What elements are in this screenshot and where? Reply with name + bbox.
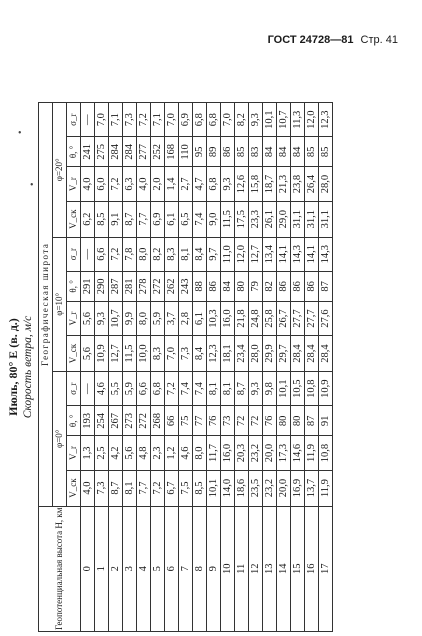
value-cell: 8,5 bbox=[95, 201, 109, 237]
height-cell: 11 bbox=[235, 506, 249, 631]
value-cell: 72 bbox=[249, 406, 263, 436]
value-cell: 10,0 bbox=[137, 336, 151, 372]
value-cell: — bbox=[81, 372, 95, 406]
value-cell: 7,2 bbox=[137, 103, 151, 137]
height-cell: 7 bbox=[179, 506, 193, 631]
table-row bbox=[319, 103, 333, 632]
value-cell: 16,0 bbox=[221, 301, 235, 335]
value-cell: 6,2 bbox=[81, 201, 95, 237]
table-row bbox=[221, 103, 235, 632]
value-cell: 7,7 bbox=[137, 470, 151, 506]
value-cell: 6,6 bbox=[95, 237, 109, 271]
height-header: Геопотенциальная высота H, км bbox=[39, 506, 81, 631]
value-cell: 278 bbox=[137, 271, 151, 301]
value-cell: 11,9 bbox=[305, 436, 319, 470]
value-cell: 9,3 bbox=[221, 167, 235, 201]
value-cell: 23,8 bbox=[291, 167, 305, 201]
value-cell: 18,1 bbox=[221, 336, 235, 372]
value-cell: 14,0 bbox=[221, 470, 235, 506]
value-cell: 17,3 bbox=[277, 436, 291, 470]
height-cell: 2 bbox=[109, 506, 123, 631]
height-cell: 5 bbox=[151, 506, 165, 631]
value-cell: 75 bbox=[179, 406, 193, 436]
table-row bbox=[235, 103, 249, 632]
value-cell: 23,2 bbox=[263, 470, 277, 506]
value-cell: 80 bbox=[291, 406, 305, 436]
value-cell: 4,0 bbox=[81, 470, 95, 506]
value-cell: 17,5 bbox=[235, 201, 249, 237]
value-cell: 9,9 bbox=[123, 301, 137, 335]
value-cell: 7,0 bbox=[95, 103, 109, 137]
value-cell: 7,0 bbox=[165, 336, 179, 372]
value-cell: 26,1 bbox=[263, 201, 277, 237]
value-cell: 13,4 bbox=[263, 237, 277, 271]
value-cell: 6,9 bbox=[179, 103, 193, 137]
height-cell: 17 bbox=[319, 506, 333, 631]
value-cell: 12,7 bbox=[249, 237, 263, 271]
value-cell: 5,6 bbox=[123, 436, 137, 470]
height-cell: 0 bbox=[81, 506, 95, 631]
value-cell: 7,8 bbox=[123, 237, 137, 271]
value-cell: 168 bbox=[165, 137, 179, 167]
table-body bbox=[81, 103, 333, 632]
value-cell: 8,2 bbox=[235, 103, 249, 137]
value-cell: 5,9 bbox=[151, 301, 165, 335]
value-cell: 241 bbox=[81, 137, 95, 167]
table-row bbox=[179, 103, 193, 632]
column-label: θ, ° bbox=[67, 406, 81, 436]
value-cell: 23,2 bbox=[249, 436, 263, 470]
value-cell: 2,0 bbox=[151, 167, 165, 201]
value-cell: 73 bbox=[221, 406, 235, 436]
column-label: θ, ° bbox=[67, 271, 81, 301]
value-cell: 10,5 bbox=[291, 372, 305, 406]
value-cell: 12,0 bbox=[305, 103, 319, 137]
value-cell: 5,6 bbox=[81, 336, 95, 372]
value-cell: 110 bbox=[179, 137, 193, 167]
value-cell: 7,3 bbox=[123, 103, 137, 137]
value-cell: 23,5 bbox=[249, 470, 263, 506]
value-cell: 11,9 bbox=[319, 470, 333, 506]
value-cell: 273 bbox=[123, 406, 137, 436]
value-cell: 27,7 bbox=[305, 301, 319, 335]
value-cell: 290 bbox=[95, 271, 109, 301]
value-cell: 87 bbox=[319, 271, 333, 301]
value-cell: 14,1 bbox=[277, 237, 291, 271]
value-cell: 9,8 bbox=[263, 372, 277, 406]
value-cell: 91 bbox=[319, 406, 333, 436]
value-cell: 86 bbox=[305, 271, 319, 301]
value-cell: 272 bbox=[151, 271, 165, 301]
value-cell: 10,9 bbox=[319, 372, 333, 406]
value-cell: 79 bbox=[249, 271, 263, 301]
value-cell: 10,7 bbox=[277, 103, 291, 137]
value-cell: 284 bbox=[123, 137, 137, 167]
value-cell: 8,1 bbox=[207, 372, 221, 406]
page-header bbox=[268, 34, 398, 46]
value-cell: 4,0 bbox=[81, 167, 95, 201]
column-label: σ_r bbox=[67, 103, 81, 137]
table-row bbox=[151, 103, 165, 632]
value-cell: 95 bbox=[193, 137, 207, 167]
value-cell: 8,7 bbox=[235, 372, 249, 406]
margin-dot: • bbox=[18, 128, 22, 139]
value-cell: 18,6 bbox=[235, 470, 249, 506]
height-cell: 10 bbox=[221, 506, 235, 631]
value-cell: 254 bbox=[95, 406, 109, 436]
value-cell: 291 bbox=[81, 271, 95, 301]
value-cell: 26,7 bbox=[277, 301, 291, 335]
value-cell: 21,3 bbox=[277, 167, 291, 201]
value-cell: 15,8 bbox=[249, 167, 263, 201]
value-cell: 21,8 bbox=[235, 301, 249, 335]
value-cell: 8,0 bbox=[137, 237, 151, 271]
table-row bbox=[193, 103, 207, 632]
value-cell: 6,1 bbox=[193, 301, 207, 335]
value-cell: 6,6 bbox=[137, 372, 151, 406]
page-number: Стр. 41 bbox=[360, 34, 398, 46]
value-cell: 4,6 bbox=[179, 436, 193, 470]
value-cell: 29,0 bbox=[277, 201, 291, 237]
value-cell: 26,4 bbox=[305, 167, 319, 201]
column-label: V_ск bbox=[67, 201, 81, 237]
value-cell: 28,4 bbox=[319, 336, 333, 372]
value-cell: 86 bbox=[291, 271, 305, 301]
value-cell: 8,3 bbox=[165, 237, 179, 271]
value-cell: 6,8 bbox=[151, 372, 165, 406]
value-cell: 84 bbox=[277, 137, 291, 167]
table-row bbox=[291, 103, 305, 632]
table-row bbox=[95, 103, 109, 632]
value-cell: 85 bbox=[235, 137, 249, 167]
value-cell: 7,2 bbox=[109, 237, 123, 271]
value-cell: 8,1 bbox=[123, 470, 137, 506]
value-cell: 28,4 bbox=[305, 336, 319, 372]
latitude-0-header: φ=0° bbox=[53, 372, 67, 506]
value-cell: 9,3 bbox=[95, 301, 109, 335]
value-cell: 10,7 bbox=[109, 301, 123, 335]
column-label: σ_r bbox=[67, 237, 81, 271]
value-cell: 14,3 bbox=[319, 237, 333, 271]
wind-speed-table bbox=[38, 102, 333, 632]
value-cell: 10,3 bbox=[207, 301, 221, 335]
value-cell: 2,7 bbox=[179, 167, 193, 201]
value-cell: 3,7 bbox=[165, 301, 179, 335]
value-cell: 14,3 bbox=[291, 237, 305, 271]
table-row bbox=[81, 103, 95, 632]
value-cell: 8,5 bbox=[193, 470, 207, 506]
table-row bbox=[249, 103, 263, 632]
height-cell: 12 bbox=[249, 506, 263, 631]
table-row bbox=[165, 103, 179, 632]
value-cell: 88 bbox=[193, 271, 207, 301]
value-cell: 11,0 bbox=[221, 237, 235, 271]
value-cell: 7,1 bbox=[109, 103, 123, 137]
height-cell: 4 bbox=[137, 506, 151, 631]
column-label: V_r bbox=[67, 301, 81, 335]
value-cell: 6,9 bbox=[151, 201, 165, 237]
column-label: V_r bbox=[67, 167, 81, 201]
height-cell: 9 bbox=[207, 506, 221, 631]
value-cell: 10,1 bbox=[277, 372, 291, 406]
value-cell: 12,6 bbox=[235, 167, 249, 201]
value-cell: 7,3 bbox=[179, 336, 193, 372]
value-cell: 1,3 bbox=[81, 436, 95, 470]
value-cell: 7,2 bbox=[109, 167, 123, 201]
value-cell: 2,5 bbox=[95, 436, 109, 470]
value-cell: 31,1 bbox=[305, 201, 319, 237]
value-cell: 31,1 bbox=[291, 201, 305, 237]
value-cell: 12,7 bbox=[109, 336, 123, 372]
value-cell: 4,7 bbox=[193, 167, 207, 201]
value-cell: 267 bbox=[109, 406, 123, 436]
table-row bbox=[263, 103, 277, 632]
value-cell: 84 bbox=[221, 271, 235, 301]
height-cell: 6 bbox=[165, 506, 179, 631]
value-cell: 10,8 bbox=[305, 372, 319, 406]
value-cell: 9,0 bbox=[207, 201, 221, 237]
value-cell: 10,9 bbox=[95, 336, 109, 372]
value-cell: 28,0 bbox=[319, 167, 333, 201]
value-cell: 7,4 bbox=[179, 372, 193, 406]
value-cell: 7,2 bbox=[151, 470, 165, 506]
value-cell: 9,7 bbox=[207, 237, 221, 271]
value-cell: 5,5 bbox=[109, 372, 123, 406]
table-row bbox=[123, 103, 137, 632]
value-cell: 8,1 bbox=[221, 372, 235, 406]
value-cell: 8,4 bbox=[193, 237, 207, 271]
height-cell: 8 bbox=[193, 506, 207, 631]
value-cell: 23,3 bbox=[249, 201, 263, 237]
value-cell: 12,3 bbox=[207, 336, 221, 372]
value-cell: 7,0 bbox=[221, 103, 235, 137]
value-cell: 8,3 bbox=[151, 336, 165, 372]
value-cell: 25,8 bbox=[263, 301, 277, 335]
value-cell: 8,2 bbox=[151, 237, 165, 271]
value-cell: 1,2 bbox=[165, 436, 179, 470]
value-cell: 20,0 bbox=[277, 470, 291, 506]
value-cell: 7,1 bbox=[151, 103, 165, 137]
value-cell: 8,7 bbox=[123, 201, 137, 237]
value-cell: 4,0 bbox=[137, 167, 151, 201]
latitude-10-header: φ=10° bbox=[53, 237, 67, 371]
value-cell: 12,0 bbox=[235, 237, 249, 271]
value-cell: 12,3 bbox=[319, 103, 333, 137]
column-label: V_ск bbox=[67, 336, 81, 372]
value-cell: 4,2 bbox=[109, 436, 123, 470]
value-cell: 86 bbox=[221, 137, 235, 167]
value-cell: 28,4 bbox=[291, 336, 305, 372]
height-cell: 15 bbox=[291, 506, 305, 631]
value-cell: 66 bbox=[165, 406, 179, 436]
value-cell: 89 bbox=[207, 137, 221, 167]
value-cell: 10,1 bbox=[263, 103, 277, 137]
value-cell: 29,9 bbox=[263, 336, 277, 372]
table-row bbox=[305, 103, 319, 632]
value-cell: 7,3 bbox=[95, 470, 109, 506]
value-cell: 27,6 bbox=[319, 301, 333, 335]
value-cell: 76 bbox=[263, 406, 277, 436]
geo-latitude-header: Географическая широта bbox=[39, 103, 53, 507]
value-cell: 72 bbox=[235, 406, 249, 436]
table-subtitle: Скорость ветра, м/с bbox=[22, 315, 34, 419]
column-label: σ_r bbox=[67, 372, 81, 406]
value-cell: 9,3 bbox=[249, 372, 263, 406]
table-row bbox=[207, 103, 221, 632]
value-cell: 16,9 bbox=[291, 470, 305, 506]
value-cell: 85 bbox=[319, 137, 333, 167]
value-cell: 252 bbox=[151, 137, 165, 167]
value-cell: 6,8 bbox=[207, 103, 221, 137]
value-cell: 6,8 bbox=[193, 103, 207, 137]
value-cell: 7,4 bbox=[193, 372, 207, 406]
value-cell: 8,7 bbox=[109, 470, 123, 506]
table-row bbox=[277, 103, 291, 632]
value-cell: 83 bbox=[249, 137, 263, 167]
value-cell: 8,0 bbox=[137, 301, 151, 335]
height-cell: 14 bbox=[277, 506, 291, 631]
value-cell: 84 bbox=[291, 137, 305, 167]
column-label: V_r bbox=[67, 436, 81, 470]
value-cell: 6,5 bbox=[179, 201, 193, 237]
value-cell: 20,0 bbox=[263, 436, 277, 470]
value-cell: 80 bbox=[277, 406, 291, 436]
value-cell: 7,2 bbox=[165, 372, 179, 406]
value-cell: 4,8 bbox=[137, 436, 151, 470]
value-cell: 9,1 bbox=[109, 201, 123, 237]
value-cell: 281 bbox=[123, 271, 137, 301]
value-cell: 8,0 bbox=[193, 436, 207, 470]
height-cell: 1 bbox=[95, 506, 109, 631]
value-cell: 14,1 bbox=[305, 237, 319, 271]
latitude-20-header: φ=20° bbox=[53, 103, 67, 238]
value-cell: 193 bbox=[81, 406, 95, 436]
column-label: V_ск bbox=[67, 470, 81, 506]
value-cell: 272 bbox=[137, 406, 151, 436]
value-cell: 2,3 bbox=[151, 436, 165, 470]
value-cell: 7,5 bbox=[179, 470, 193, 506]
value-cell: 4,6 bbox=[95, 372, 109, 406]
value-cell: 1,4 bbox=[165, 167, 179, 201]
value-cell: 23,4 bbox=[235, 336, 249, 372]
value-cell: 27,7 bbox=[291, 301, 305, 335]
value-cell: 86 bbox=[207, 271, 221, 301]
value-cell: 84 bbox=[263, 137, 277, 167]
value-cell: 10,8 bbox=[319, 436, 333, 470]
value-cell: 31,1 bbox=[319, 201, 333, 237]
value-cell: 5,9 bbox=[123, 372, 137, 406]
value-cell: 29,7 bbox=[277, 336, 291, 372]
value-cell: 76 bbox=[207, 406, 221, 436]
value-cell: 277 bbox=[137, 137, 151, 167]
value-cell: 80 bbox=[235, 271, 249, 301]
value-cell: 86 bbox=[277, 271, 291, 301]
value-cell: 82 bbox=[263, 271, 277, 301]
table-title: Июль, 80° Е (в. д.) bbox=[6, 318, 20, 416]
value-cell: 6,1 bbox=[165, 201, 179, 237]
value-cell: 7,7 bbox=[137, 201, 151, 237]
height-cell: 3 bbox=[123, 506, 137, 631]
value-cell: 6,8 bbox=[207, 167, 221, 201]
table-row bbox=[109, 103, 123, 632]
margin-dot-2: • bbox=[30, 180, 34, 191]
value-cell: 11,5 bbox=[221, 201, 235, 237]
value-cell: 275 bbox=[95, 137, 109, 167]
value-cell: 8,4 bbox=[193, 336, 207, 372]
value-cell: 2,8 bbox=[179, 301, 193, 335]
value-cell: 14,6 bbox=[291, 436, 305, 470]
value-cell: 7,4 bbox=[193, 201, 207, 237]
value-cell: 268 bbox=[151, 406, 165, 436]
value-cell: 85 bbox=[305, 137, 319, 167]
value-cell: 9,3 bbox=[249, 103, 263, 137]
column-label: θ, ° bbox=[67, 137, 81, 167]
rotated-table-area bbox=[6, 102, 420, 632]
value-cell: 87 bbox=[305, 406, 319, 436]
height-cell: 13 bbox=[263, 506, 277, 631]
table-row bbox=[137, 103, 151, 632]
value-cell: — bbox=[81, 103, 95, 137]
height-cell: 16 bbox=[305, 506, 319, 631]
value-cell: 18,7 bbox=[263, 167, 277, 201]
value-cell: 20,3 bbox=[235, 436, 249, 470]
standard-number: ГОСТ 24728—81 bbox=[267, 34, 354, 46]
value-cell: 11,5 bbox=[123, 336, 137, 372]
value-cell: 11,3 bbox=[291, 103, 305, 137]
value-cell: 243 bbox=[179, 271, 193, 301]
value-cell: 5,6 bbox=[81, 301, 95, 335]
value-cell: 6,0 bbox=[95, 167, 109, 201]
value-cell: 7,0 bbox=[165, 103, 179, 137]
value-cell: 287 bbox=[109, 271, 123, 301]
value-cell: 262 bbox=[165, 271, 179, 301]
value-cell: 13,7 bbox=[305, 470, 319, 506]
value-cell: 6,3 bbox=[123, 167, 137, 201]
value-cell: — bbox=[81, 237, 95, 271]
value-cell: 11,7 bbox=[207, 436, 221, 470]
value-cell: 28,0 bbox=[249, 336, 263, 372]
value-cell: 10,1 bbox=[207, 470, 221, 506]
value-cell: 16,0 bbox=[221, 436, 235, 470]
value-cell: 24,8 bbox=[249, 301, 263, 335]
value-cell: 6,7 bbox=[165, 470, 179, 506]
value-cell: 284 bbox=[109, 137, 123, 167]
value-cell: 8,1 bbox=[179, 237, 193, 271]
value-cell: 77 bbox=[193, 406, 207, 436]
